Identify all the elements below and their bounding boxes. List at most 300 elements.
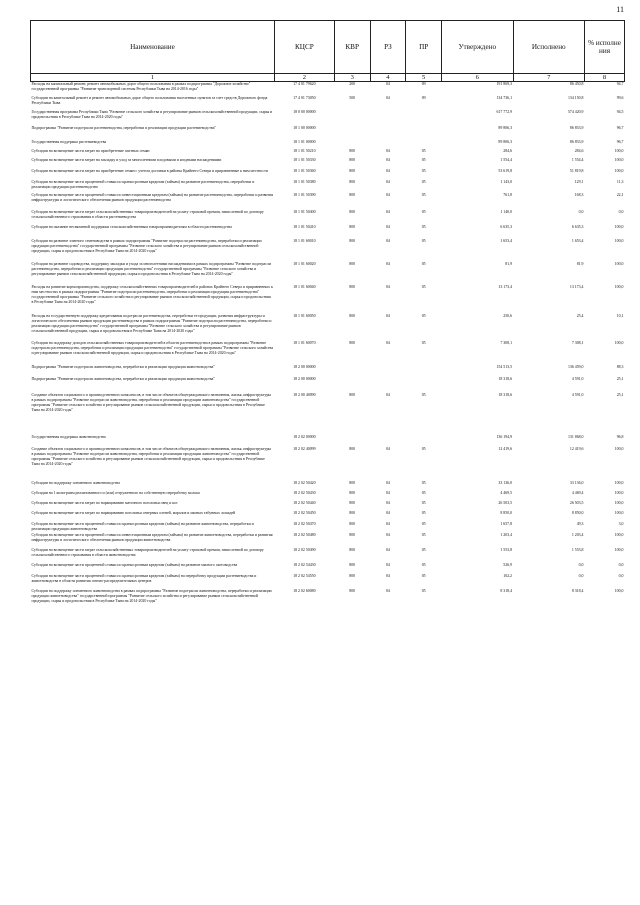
row-approved: 136 194,9 — [496, 434, 513, 439]
row-rz: 04 — [385, 168, 390, 173]
row-executed: 6 635,3 — [571, 224, 584, 229]
row-executed: 8 850,0 — [571, 510, 584, 515]
row-executed: 1 203,4 — [571, 532, 584, 537]
row-percent: 0,0 — [618, 209, 624, 214]
row-kcsr: 17 4 01 79620 — [293, 82, 316, 86]
row-approved: 134 736,1 — [496, 95, 513, 100]
row-kcsr: 18 1 01 50390 — [293, 192, 316, 197]
column-number: 7 — [513, 74, 584, 82]
row-percent: 100,0 — [614, 224, 624, 229]
row-kvr: 800 — [349, 261, 356, 266]
row-approved: 1 203,4 — [500, 532, 513, 537]
row-name: Субсидии на возмещение части процентной ставки по инвестиционным кредитам (займам) на развитие растениеводства, переработки и развития инфраструктуры и логистического обеспечения рынков продукции растениеводства — [31, 192, 274, 202]
row-name: Субсидии на возмещение части затрат по наращиванию маточного поголовья овец и коз — [31, 500, 178, 505]
header-row — [31, 21, 625, 74]
row-percent: 100,0 — [614, 510, 624, 515]
table-row — [31, 82, 625, 96]
row-pr — [406, 365, 442, 377]
row-kcsr: 18 1 01 60040 — [293, 284, 316, 289]
row-executed: 51 819,8 — [569, 168, 584, 173]
row-kvr: 800 — [349, 148, 356, 153]
row-approved: 154 513,5 — [496, 364, 513, 369]
row-pr: 05 — [421, 392, 426, 397]
row-rz: 04 — [385, 562, 390, 567]
row-kcsr: 18 1 01 00000 — [293, 139, 316, 144]
row-kvr: 800 — [349, 179, 356, 184]
table-row — [31, 180, 625, 193]
table-row — [31, 533, 625, 548]
row-kvr: 800 — [349, 510, 356, 515]
row-executed: 284,6 — [574, 148, 584, 153]
table-row — [31, 285, 625, 314]
row-kcsr: 18 1 01 60050 — [293, 313, 316, 318]
row-kcsr: 18 2 02 54550 — [293, 573, 316, 578]
row-executed: 0,0 — [578, 573, 584, 578]
row-kcsr: 18 2 02 50480 — [293, 532, 316, 537]
row-rz: 04 — [385, 340, 390, 345]
row-approved: 7 308,1 — [500, 340, 513, 345]
row-approved: 102,2 — [503, 573, 513, 578]
row-name: Субсидии на возмещение части затрат сельскохозяйственных товаропроизводителей на уплату страховой премии, начисленной по договору сельскохозяйственного страхования в области растениеводства — [31, 209, 264, 219]
column-number: 2 — [274, 74, 334, 82]
row-kcsr: 18 2 02 00000 — [293, 434, 316, 439]
row-kvr: 800 — [349, 209, 356, 214]
row-kcsr: 18 0 00 00000 — [293, 109, 316, 114]
row-name: Субсидии на возмещение части затрат на приобретение элитных семян — [31, 148, 150, 153]
row-rz: 04 — [385, 446, 390, 451]
row-approved: 1 554,4 — [500, 157, 513, 162]
column-number: 6 — [442, 74, 513, 82]
row-approved: 53 619,8 — [498, 168, 513, 173]
row-approved: 12 419,6 — [498, 446, 513, 451]
row-executed: 1 653,4 — [571, 238, 584, 243]
row-percent: 94,5 — [616, 109, 624, 114]
row-executed: 1 553,8 — [571, 547, 584, 552]
table-row — [31, 158, 625, 169]
row-executed: 12 419,6 — [569, 446, 584, 451]
row-rz — [370, 126, 406, 140]
row-executed: 4 591,0 — [571, 376, 584, 381]
row-pr — [406, 110, 442, 126]
row-kcsr: 18 2 02 50420 — [293, 480, 316, 485]
row-kcsr: 18 2 02 50430 — [293, 490, 316, 495]
row-approved: 1 143,0 — [500, 179, 513, 184]
row-kvr: 800 — [349, 562, 356, 567]
row-name: Субсидии на поддержку племенного животноводства — [31, 480, 120, 485]
row-pr: 05 — [421, 313, 426, 318]
row-rz: 04 — [385, 224, 390, 229]
row-kcsr: 17 4 01 73050 — [293, 95, 316, 100]
row-pr: 05 — [421, 510, 426, 515]
row-kvr: 800 — [349, 340, 356, 345]
row-rz: 04 — [385, 392, 390, 397]
row-percent: 96,7 — [616, 125, 624, 130]
row-name: Подпрограмма "Развитие подотрасли животноводства, переработки и реализации продукции животноводства" — [31, 364, 215, 369]
row-kvr — [334, 435, 370, 447]
row-approved: 18 318,6 — [498, 376, 513, 381]
row-pr: 05 — [421, 547, 426, 552]
table-row — [31, 169, 625, 180]
row-percent: 88,3 — [616, 364, 624, 369]
row-executed: 49,3 — [576, 521, 584, 526]
row-pr — [406, 126, 442, 140]
row-percent: 100,0 — [614, 446, 624, 451]
row-percent: 22,1 — [616, 192, 624, 197]
row-executed: 8 318,4 — [571, 588, 584, 593]
row-kvr: 800 — [349, 284, 356, 289]
row-pr: 09 — [421, 82, 426, 86]
row-percent: 100,0 — [614, 532, 624, 537]
row-kvr: 800 — [349, 238, 356, 243]
row-percent: 100,0 — [614, 490, 624, 495]
row-percent: 25,1 — [616, 376, 624, 381]
row-approved: 617 772,9 — [496, 109, 513, 114]
row-approved: 8 318,4 — [500, 588, 513, 593]
row-executed: 1 554,4 — [571, 157, 584, 162]
row-percent: 0,0 — [618, 562, 624, 567]
row-approved: 1 653,4 — [500, 238, 513, 243]
row-rz: 04 — [385, 284, 390, 289]
row-pr: 05 — [421, 209, 426, 214]
row-executed: 131 868,0 — [567, 434, 584, 439]
row-kvr: 800 — [349, 392, 356, 397]
row-pr: 05 — [421, 562, 426, 567]
row-rz: 04 — [385, 148, 390, 153]
table-row — [31, 225, 625, 239]
row-name: Субсидии на возмещение части процентной ставки по краткосрочным кредитам (займам) на развитие растениеводства, переработки и реализации продукции растениеводства — [31, 179, 255, 189]
row-percent: 100,0 — [614, 168, 624, 173]
row-pr: 05 — [421, 179, 426, 184]
row-pr: 05 — [421, 480, 426, 485]
row-approved: 13 173,4 — [498, 284, 513, 289]
row-percent: 100,0 — [614, 157, 624, 162]
row-name: Подпрограмма "Развитие подотрасли животноводства, переработки и реализации продукции животноводства" — [31, 376, 215, 381]
row-kcsr: 18 2 02 50490 — [293, 547, 316, 552]
row-pr: 05 — [421, 224, 426, 229]
row-percent: 100,0 — [614, 261, 624, 266]
row-rz: 04 — [385, 179, 390, 184]
row-percent: 100,0 — [614, 148, 624, 153]
row-approved: 6 635,3 — [500, 224, 513, 229]
row-percent: 100,0 — [614, 547, 624, 552]
column-number: 1 — [31, 74, 275, 82]
row-pr: 05 — [421, 261, 426, 266]
table-row — [31, 239, 625, 262]
row-percent: 96,8 — [616, 434, 624, 439]
row-pr: 05 — [421, 168, 426, 173]
row-rz — [370, 110, 406, 126]
row-name: Субсидии на 1 килограмм реализованного и (или) отгруженного на собственную переработку молока — [31, 490, 200, 495]
header-name: Наименование — [31, 21, 275, 74]
header-approved: Утверждено — [442, 21, 513, 74]
row-pr — [406, 435, 442, 447]
row-pr: 05 — [421, 490, 426, 495]
row-approved: 761,8 — [503, 192, 513, 197]
row-rz: 04 — [385, 157, 390, 162]
row-executed: 7 308,1 — [571, 340, 584, 345]
row-pr: 05 — [421, 148, 426, 153]
header-rz: РЗ — [370, 21, 406, 74]
row-executed: 33 136,0 — [569, 480, 584, 485]
row-executed: 129,1 — [574, 179, 584, 184]
row-percent: 100,0 — [614, 500, 624, 505]
table-row — [31, 193, 625, 210]
row-kvr — [334, 140, 370, 149]
row-approved: 81,9 — [505, 261, 513, 266]
row-approved: 26 503,5 — [498, 500, 513, 505]
row-rz: 04 — [385, 510, 390, 515]
row-pr: 05 — [421, 340, 426, 345]
row-rz — [370, 435, 406, 447]
row-kvr: 500 — [349, 95, 356, 100]
row-name: Субсидии на возмещение части затрат сельскохозяйственных товаропроизводителей на уплату страховой премии, начисленной по договору сельскохозяйственного страхования в области животноводства — [31, 547, 264, 557]
row-approved: 89 806,3 — [498, 125, 513, 130]
row-name: Субсидии на возмещение части затрат на приобретение семян с учетом доставки в районы Крайнего Севера и приравненные к ним местности — [31, 168, 268, 173]
row-kcsr: 18 2 02 54430 — [293, 562, 316, 567]
row-executed: 0,0 — [578, 562, 584, 567]
row-rz: 04 — [385, 521, 390, 526]
header-executed: Исполнено — [513, 21, 584, 74]
row-name: Субсидии на поддержку племенного животноводства в рамках подпрограммы "Развитие подотрасли животноводства, переработки и реализации продукции животноводства" государственной программы "Развитие сельского хозяйства и регулирование рынков сельскохозяйственной продукции, сырья и продовольствия в Республике Тыва на 2014-2020 годы" — [31, 588, 272, 603]
row-pr: 05 — [421, 521, 426, 526]
row-rz: 04 — [385, 313, 390, 318]
row-name: Субсидии на капитальный ремонт и ремонт автомобильных дорог общего пользования населенных пунктов за счет средств Дорожного фонда Республики Тыва — [31, 95, 268, 105]
row-name: Подпрограмма "Развитие подотрасли растениеводства, переработки и реализации продукции растениеводства" — [31, 125, 217, 130]
row-pr: 05 — [421, 573, 426, 578]
table-row — [31, 210, 625, 225]
row-executed: 26 503,5 — [569, 500, 584, 505]
table-row — [31, 511, 625, 522]
table-row — [31, 491, 625, 501]
row-kvr — [334, 110, 370, 126]
row-rz — [370, 377, 406, 393]
row-kcsr: 18 2 00 40090 — [293, 392, 316, 397]
row-kcsr: 18 2 02 40099 — [293, 446, 316, 451]
row-approved: 1 657,8 — [500, 521, 513, 526]
column-number: 4 — [370, 74, 406, 82]
row-approved: 8 850,0 — [500, 510, 513, 515]
row-kcsr: 18 2 02 50440 — [293, 500, 316, 505]
row-approved: 1 140,0 — [500, 209, 513, 214]
row-kcsr: 18 1 01 50410 — [293, 224, 316, 229]
table-row — [31, 501, 625, 511]
row-kcsr: 18 1 01 50400 — [293, 209, 316, 214]
row-pr: 05 — [421, 284, 426, 289]
table-row — [31, 481, 625, 491]
row-kvr: 800 — [349, 192, 356, 197]
row-percent: 100,0 — [614, 238, 624, 243]
row-kvr: 200 — [349, 82, 356, 86]
header-kvr: КВР — [334, 21, 370, 74]
row-name: Субсидии на поддержку доходов сельскохозяйственных товаропроизводителей в области растениеводства в рамках подпрограммы "Развитие подотрасли растениеводства, переработки и реализации продукции растениеводства" государственной программы "Развитие сельского хозяйства и регулирование рынков сельскохозяйственной продукции, сырья и продовольствия в Республике Тыва на 2014-2020 годы" — [31, 340, 274, 355]
row-rz: 04 — [385, 238, 390, 243]
row-name: Расходы на капитальный ремонт, ремонт автомобильных дорог общего пользования в рамках подпрограммы "Дорожное хозяйство" государственной программы "Развитие транспортной системы Республики Тыва на 2014-2016 годы" — [31, 82, 251, 92]
column-number: 3 — [334, 74, 370, 82]
row-kcsr: 18 1 01 50210 — [293, 148, 316, 153]
row-rz: 04 — [385, 261, 390, 266]
row-kvr: 800 — [349, 588, 356, 593]
row-percent: 94,7 — [616, 82, 624, 86]
row-percent: 25,1 — [616, 392, 624, 397]
row-name: Субсидии на оказание несвязанной поддержки сельскохозяйственным товаропроизводителям в области растениеводства — [31, 224, 232, 229]
row-rz: 04 — [385, 588, 390, 593]
row-kvr: 800 — [349, 480, 356, 485]
row-executed: 86 833,9 — [569, 125, 584, 130]
row-approved: 89 806,3 — [498, 139, 513, 144]
row-executed: 134 150,8 — [567, 95, 584, 100]
row-rz — [370, 140, 406, 149]
column-number-row — [31, 74, 625, 82]
row-rz: 04 — [385, 209, 390, 214]
row-pr: 05 — [421, 192, 426, 197]
row-kvr — [334, 377, 370, 393]
row-name: Государственная поддержка растениеводства — [31, 139, 107, 144]
table-row — [31, 341, 625, 365]
row-kcsr: 18 1 01 50330 — [293, 157, 316, 162]
header-pr: ПР — [406, 21, 442, 74]
row-approved: 284,6 — [503, 148, 513, 153]
table-row — [31, 149, 625, 158]
row-percent: 100,0 — [614, 588, 624, 593]
row-percent: 10,1 — [616, 313, 624, 318]
table-row — [31, 377, 625, 393]
row-executed: 136 459,0 — [567, 364, 584, 369]
table-row — [31, 435, 625, 447]
row-executed: 4 469,4 — [571, 490, 584, 495]
row-executed: 0,0 — [578, 209, 584, 214]
row-pr: 05 — [421, 588, 426, 593]
row-kcsr: 18 1 01 50380 — [293, 179, 316, 184]
row-pr: 09 — [421, 95, 426, 100]
row-rz: 04 — [385, 480, 390, 485]
row-percent: 0,0 — [618, 573, 624, 578]
column-number: 8 — [585, 74, 625, 82]
row-rz: 04 — [385, 95, 390, 100]
table-row — [31, 314, 625, 341]
row-percent: 100,0 — [614, 340, 624, 345]
row-pr: 05 — [421, 238, 426, 243]
row-percent: 11,3 — [616, 179, 624, 184]
table-row — [31, 589, 625, 614]
table-row — [31, 574, 625, 589]
row-kvr: 800 — [349, 446, 356, 451]
row-name: Расходы на развитие кормопроизводства, поддержку сельскохозяйственных товаропроизводителей в районах Крайнего Севера и приравненных к ним местностях в рамках подпрограммы "Развитие подотрасли растениеводства, переработки и реализации продукции растениеводства" государственной программы "Развитие сельского хозяйства и регулирование рынков сельскохозяйственной продукции, сырья и продовольствия в Республике Тыва на 2014-2020 годы" — [31, 284, 273, 304]
row-name: Субсидии на возмещение части затрат на закладку и уход за многолетними плодовыми и ягодными насаждениями — [31, 157, 222, 162]
row-name: Субсидии на возмещение части процентной ставки по краткосрочным кредитам (займам) на развитие мясного скотоводства — [31, 562, 238, 567]
row-rz: 04 — [385, 573, 390, 578]
row-executed: 86 450,8 — [569, 82, 584, 86]
row-name: Субсидии на возмещение части затрат по наращиванию поголовья северных оленей, маралов и мясных табунных лошадей — [31, 510, 236, 515]
row-kcsr: 18 2 00 00000 — [293, 376, 316, 381]
row-name: Расходы на государственную поддержку кредитования подотрасли растениеводства, переработки ее продукции, развития инфраструктуры и логистического обеспечения рынков продукции растениеводства в рамках подпрограммы "Развитие подотрасли растениеводства, переработки и реализации продукции растениеводства" государственной программы "Развитие сельского хозяйства и регулирование рынков сельскохозяйственной продукции, сырья и продовольствия в Республике Тыва на 2014-2020 годы" — [31, 313, 272, 333]
header-kcsr: КЦСР — [274, 21, 334, 74]
row-rz: 04 — [385, 490, 390, 495]
table-row — [31, 563, 625, 574]
row-percent: 100,0 — [614, 284, 624, 289]
row-name: Субсидии на возмещение части процентной ставки по краткосрочным кредитам (займам) на переработку продукции растениеводства и животноводства в области развития оптово-распределительных центров — [31, 573, 257, 583]
row-executed: 81,9 — [576, 261, 584, 266]
table-row — [31, 110, 625, 126]
row-percent: 96,7 — [616, 139, 624, 144]
row-name: Субсидии на возмещение части процентной ставки по инвестиционным кредитам (займам) на развитие животноводства, переработки и развития инфраструктуры и логистического обеспечения рынков продукции животноводства — [31, 532, 273, 542]
row-kvr: 800 — [349, 573, 356, 578]
row-name: Создание объектов социального и производственного комплексов, в том числе объектов общегражданского назначения, жилья, инфраструктуры в рамках подпрограммы "Развитие подотрасли животноводства, переработки и реализации продукции животноводства" государственной программы "Развитие сельского хозяйства и регулирование рынков сельскохозяйственной продукции, сырья и продовольствия в Республике Тыва на 2014-2020 годы" — [31, 392, 272, 412]
row-rz: 04 — [385, 192, 390, 197]
row-kvr: 800 — [349, 157, 356, 162]
row-name: Государственная программа Республики Тыва "Развитие сельского хозяйства и регулирование рынков сельскохозяйственной продукции, сырья и продовольствия в Республике Тыва на 2014-2020 годы" — [31, 109, 273, 119]
row-kcsr: 18 1 01 60020 — [293, 261, 316, 266]
budget-execution-table — [30, 20, 625, 614]
row-executed: 574 420,9 — [567, 109, 584, 114]
row-kcsr: 18 1 01 60010 — [293, 238, 316, 243]
row-kvr: 800 — [349, 224, 356, 229]
table-row — [31, 140, 625, 149]
row-rz — [370, 365, 406, 377]
row-percent: 100,0 — [614, 480, 624, 485]
row-kcsr: 18 1 01 60070 — [293, 340, 316, 345]
table-row — [31, 126, 625, 140]
row-name: Субсидии на возмещение части процентной ставки по краткосрочным кредитам (займам) на развитие животноводства, переработки и реализации продукции животноводства — [31, 521, 254, 531]
row-executed: 86 833,9 — [569, 139, 584, 144]
row-kvr: 800 — [349, 168, 356, 173]
table-row — [31, 393, 625, 435]
row-kcsr: 18 1 01 50360 — [293, 168, 316, 173]
row-kvr: 800 — [349, 547, 356, 552]
row-pr — [406, 140, 442, 149]
row-approved: 250,6 — [503, 313, 513, 318]
table-row — [31, 522, 625, 533]
row-kvr: 800 — [349, 500, 356, 505]
row-rz: 04 — [385, 82, 390, 86]
row-approved: 4 469,5 — [500, 490, 513, 495]
row-approved: 18 318,6 — [498, 392, 513, 397]
table-row — [31, 262, 625, 285]
table-row — [31, 548, 625, 563]
row-kvr: 800 — [349, 490, 356, 495]
row-kcsr: 18 2 00 00000 — [293, 364, 316, 369]
row-approved: 33 136,0 — [498, 480, 513, 485]
row-pr: 05 — [421, 532, 426, 537]
header-percent: % исполне ния — [585, 21, 625, 74]
row-kvr — [334, 365, 370, 377]
row-pr: 05 — [421, 500, 426, 505]
row-pr — [406, 377, 442, 393]
table-row — [31, 447, 625, 481]
row-approved: 191 869,3 — [496, 82, 513, 86]
row-kvr — [334, 126, 370, 140]
row-kcsr: 18 1 00 00000 — [293, 125, 316, 130]
row-name: Субсидии на развитие элитного семеноводства в рамках подпрограммы "Развитие подотрасли растениеводства, переработки и реализации продукции растениеводства" государственной программы "Развитие сельского хозяйства и регулирование рынков сельскохозяйственной продукции, сырья и продовольствия в Республике Тыва на 2014-2020 годы" — [31, 238, 262, 253]
column-number: 5 — [406, 74, 442, 82]
row-executed: 168,3 — [574, 192, 584, 197]
table-body — [31, 82, 625, 614]
row-rz: 04 — [385, 532, 390, 537]
row-kvr: 800 — [349, 521, 356, 526]
table-row — [31, 96, 625, 110]
row-percent: 3,0 — [618, 521, 624, 526]
row-kcsr: 18 2 02 50470 — [293, 521, 316, 526]
row-kcsr: 18 2 02 50450 — [293, 510, 316, 515]
row-kcsr: 18 2 02 60080 — [293, 588, 316, 593]
row-name: Создание объектов социального и производственного комплексов, в том числе объектов общегражданского назначения, жилья, инфраструктуры в рамках подпрограммы "Развитие подотрасли животноводства, переработки и реализации продукции животноводства" государственной программы "Развитие сельского хозяйства и регулирование рынков сельскохозяйственной продукции, сырья и продовольствия в Республике Тыва на 2014-2020 годы" — [31, 446, 272, 466]
row-approved: 1 553,8 — [500, 547, 513, 552]
row-approved: 526,9 — [503, 562, 513, 567]
row-name: Государственная поддержка животноводства — [31, 434, 106, 439]
row-kvr: 800 — [349, 313, 356, 318]
row-executed: 13 173,4 — [569, 284, 584, 289]
row-rz: 04 — [385, 500, 390, 505]
row-pr: 05 — [421, 446, 426, 451]
